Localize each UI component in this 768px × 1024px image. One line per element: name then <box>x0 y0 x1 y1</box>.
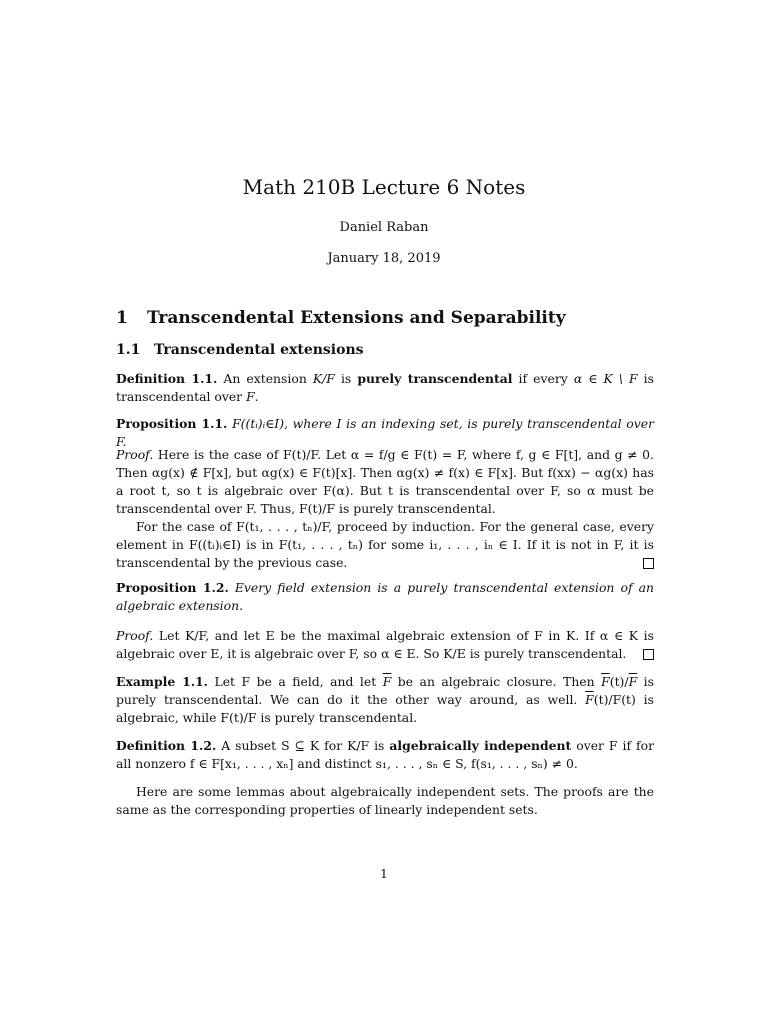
definition-text: An extension <box>217 371 313 386</box>
document-title: Math 210B Lecture 6 Notes <box>242 175 526 199</box>
math-expression: F <box>246 389 255 404</box>
closing-paragraph <box>116 783 654 819</box>
example-text: (t)/F(t) is algebraic, while F(t)/F is purely transcendental. <box>116 692 654 725</box>
example-1-1 <box>116 673 654 727</box>
definition-text: . <box>254 389 259 404</box>
qed-square-icon <box>643 649 654 660</box>
subsection-title: Transcendental extensions <box>154 342 364 358</box>
definition-label: Definition 1.2. <box>116 738 217 753</box>
proposition-text: Every field extension is a purely transcendental extension of an algebraic extension. <box>116 580 655 613</box>
definition-label: Definition 1.1. <box>116 371 218 386</box>
math-expression: K/F <box>312 371 335 386</box>
definition-1-2 <box>116 737 654 773</box>
paragraph-text: Here are some lemmas about algebraically independent sets. The proofs are the same as the corresponding properties of linearly independent sets. <box>116 784 654 817</box>
proof-2 <box>116 627 654 663</box>
section-title: Transcendental Extensions and Separability <box>147 308 566 328</box>
proposition-label: Proposition 1.2. <box>116 580 229 595</box>
example-text: is purely transcendental. We can do it the other way around, as well. <box>116 674 654 707</box>
definition-text: is <box>334 371 358 386</box>
proof-1 <box>116 446 654 572</box>
example-text: be an algebraic closure. Then <box>391 674 602 689</box>
math-expression: $\overline{F}$ <box>585 692 594 707</box>
proof-text: Let K/F, and let E be the maximal algebraic extension of F in K. If α ∈ K is algebraic over E, it is algebraic over F, so α ∈ E. So K/E is purely transcendental. <box>116 628 654 661</box>
proposition-label: Proposition 1.1. <box>116 416 228 431</box>
definition-text: if every <box>512 371 574 386</box>
math-expression: $\overline{F}$ <box>628 674 638 689</box>
example-label: Example 1.1. <box>116 674 208 689</box>
proof-label: Proof. <box>116 628 154 643</box>
definition-1-1 <box>116 370 654 406</box>
section-number: 1 <box>116 308 128 328</box>
proof-text: For the case of F(t₁, . . . , tₙ)/F, proceed by induction. For the general case, every element in F((tᵢ)ᵢ∈I) is in F(t₁, . . . , tₙ) for some i₁, . . . , iₙ ∈ I. If it is not in F, it is transcendental by the previous case. <box>116 519 654 570</box>
proof-label: Proof. <box>116 447 154 462</box>
definition-text: A subset S ⊆ K for K/F is <box>216 738 390 753</box>
proof-text: Here is the case of F(t)/F. Let α = f/g ∈ F(t) = F, where f, g ∈ F[t], and g ≠ 0. Then αg(x) ∉ F[x], but αg(x) ∈ F(t)[x]. Then αg(x) ≠ f(x) ∈ F[x]. But f(xx) − αg(x) has a root t, so t is algebraic over F(α). But t is transcendental over F, so α must be transcendental over F. Thus, F(t)/F is purely transcendental. <box>116 447 654 516</box>
definition-text: is transcendental over <box>116 371 655 404</box>
proposition-text: F((tᵢ)ᵢ∈I), where I is an indexing set, is purely transcendental over F. <box>116 416 654 449</box>
qed-square-icon <box>643 558 654 569</box>
math-expression: $\overline{F}$ <box>601 674 610 689</box>
example-text: Let F be a field, and let <box>207 674 383 689</box>
section-heading <box>116 307 654 329</box>
author-name: Daniel Raban <box>339 220 429 235</box>
document-date: January 18, 2019 <box>327 251 441 266</box>
page-number: 1 <box>380 866 388 881</box>
definition-text: over F if for all nonzero f ∈ F[x₁, . . . , xₙ] and distinct s₁, . . . , sₙ ∈ S, f(s₁, . . . , sₙ) ≠ 0. <box>116 738 654 771</box>
subsection-number: 1.1 <box>116 342 141 358</box>
example-text: (t)/ <box>609 674 629 689</box>
subsection-heading <box>116 341 654 359</box>
math-expression: $\overline{F}$ <box>382 674 392 689</box>
proposition-1-2 <box>116 579 654 615</box>
defined-term: algebraically independent <box>389 738 572 753</box>
defined-term: purely transcendental <box>357 371 513 386</box>
math-expression: α ∈ K \ F <box>573 371 638 386</box>
